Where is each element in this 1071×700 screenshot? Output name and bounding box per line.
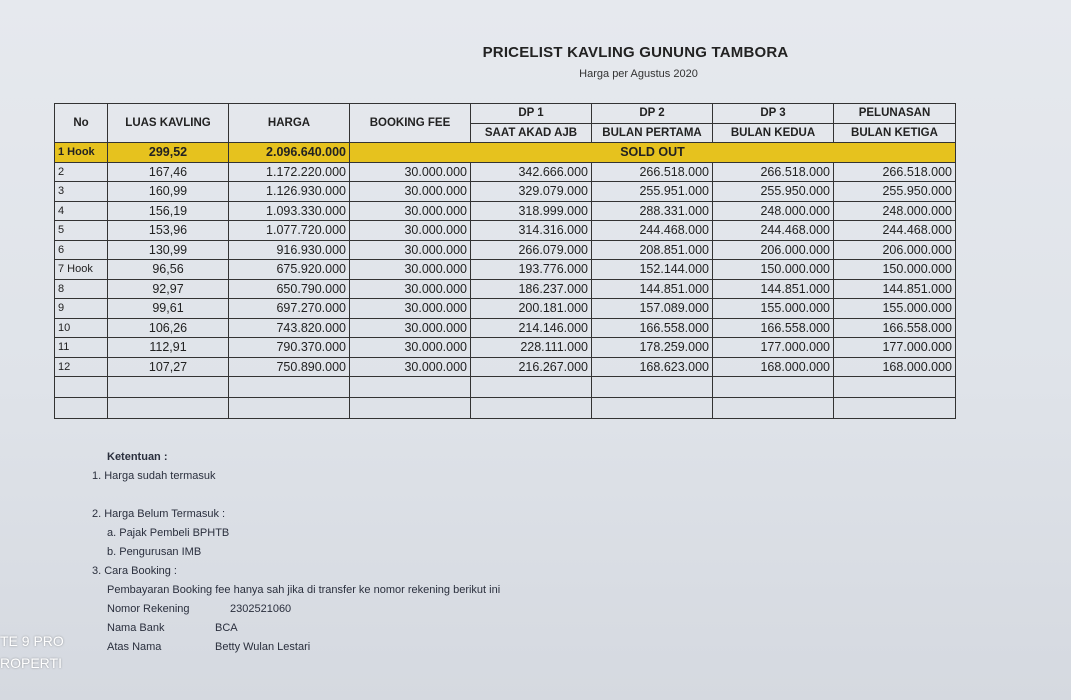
cell-booking: 30.000.000 (350, 299, 471, 319)
cell-no: 1 Hook (55, 143, 108, 163)
empty-cell (592, 398, 713, 419)
table-row (55, 279, 956, 299)
cell-harga: 743.820.000 (229, 318, 350, 338)
term-item-2b: b. Pengurusan IMB (107, 546, 202, 558)
cell-luas: 112,91 (108, 338, 229, 358)
header-luas: LUAS KAVLING (108, 104, 229, 143)
cell-pelunasan: 177.000.000 (834, 338, 956, 358)
cell-luas: 96,56 (108, 260, 229, 280)
cell-booking: 30.000.000 (350, 279, 471, 299)
cell-harga: 916.930.000 (229, 240, 350, 260)
cell-dp3: 150.000.000 (713, 260, 834, 280)
cell-booking: 30.000.000 (350, 338, 471, 358)
empty-cell (471, 398, 592, 419)
empty-cell (229, 377, 350, 398)
table-row (55, 201, 956, 221)
cell-luas: 160,99 (108, 182, 229, 202)
bank-name-label: Nama Bank (107, 622, 165, 634)
account-holder-label: Atas Nama (107, 641, 162, 653)
cell-dp3: 244.468.000 (713, 221, 834, 241)
cell-dp2: 168.623.000 (592, 357, 713, 377)
cell-dp3: 206.000.000 (713, 240, 834, 260)
cell-dp2: 244.468.000 (592, 221, 713, 241)
watermark-line-1: TE 9 PRO (0, 633, 64, 649)
cell-dp3: 144.851.000 (713, 279, 834, 299)
cell-luas: 99,61 (108, 299, 229, 319)
cell-harga: 1.077.720.000 (229, 221, 350, 241)
cell-dp1: 186.237.000 (471, 279, 592, 299)
cell-pelunasan: 155.000.000 (834, 299, 956, 319)
table-row (55, 357, 956, 377)
cell-harga: 750.890.000 (229, 357, 350, 377)
cell-harga: 675.920.000 (229, 260, 350, 280)
cell-harga: 650.790.000 (229, 279, 350, 299)
table-row (55, 318, 956, 338)
account-number-line (107, 600, 500, 619)
cell-booking: 30.000.000 (350, 240, 471, 260)
header-dp1-sub: SAAT AKAD AJB (471, 123, 592, 143)
cell-luas: 153,96 (108, 221, 229, 241)
cell-luas: 167,46 (108, 162, 229, 182)
cell-luas: 92,97 (108, 279, 229, 299)
empty-cell (229, 398, 350, 419)
cell-no: 2 (55, 162, 108, 182)
cell-pelunasan: 206.000.000 (834, 240, 956, 260)
cell-dp1: 216.267.000 (471, 357, 592, 377)
cell-dp3: 166.558.000 (713, 318, 834, 338)
empty-cell (713, 377, 834, 398)
term-item-3-text: Pembayaran Booking fee hanya sah jika di transfer ke nomor rekening berikut ini (107, 584, 501, 596)
term-item-2a: a. Pajak Pembeli BPHTB (107, 527, 230, 539)
cell-no: 12 (55, 357, 108, 377)
cell-dp2: 152.144.000 (592, 260, 713, 280)
cell-dp3: 155.000.000 (713, 299, 834, 319)
account-number-value: 2302521060 (230, 603, 292, 615)
sold-out-label: SOLD OUT (350, 143, 956, 163)
cell-dp1: 193.776.000 (471, 260, 592, 280)
header-pelunasan: PELUNASAN (834, 104, 956, 124)
header-booking: BOOKING FEE (350, 104, 471, 143)
table-row (55, 260, 956, 280)
cell-no: 7 Hook (55, 260, 108, 280)
camera-watermark (0, 630, 64, 674)
header-dp3: DP 3 (713, 104, 834, 124)
table-row (55, 299, 956, 319)
header-dp1: DP 1 (471, 104, 592, 124)
cell-no: 3 (55, 182, 108, 202)
cell-luas: 130,99 (108, 240, 229, 260)
cell-pelunasan: 244.468.000 (834, 221, 956, 241)
cell-pelunasan: 255.950.000 (834, 182, 956, 202)
terms-heading: Ketentuan : (107, 451, 168, 463)
cell-booking: 30.000.000 (350, 182, 471, 202)
cell-harga: 1.093.330.000 (229, 201, 350, 221)
cell-pelunasan: 168.000.000 (834, 357, 956, 377)
watermark-line-2: ROPERTI (0, 655, 62, 671)
account-holder-value: Betty Wulan Lestari (215, 641, 311, 653)
cell-booking: 30.000.000 (350, 221, 471, 241)
empty-cell (592, 377, 713, 398)
cell-dp2: 166.558.000 (592, 318, 713, 338)
empty-cell (55, 377, 108, 398)
empty-cell (834, 377, 956, 398)
header-no: No (55, 104, 108, 143)
cell-no: 8 (55, 279, 108, 299)
cell-booking: 30.000.000 (350, 162, 471, 182)
account-holder-line (107, 638, 500, 657)
empty-cell (108, 398, 229, 419)
cell-dp3: 255.950.000 (713, 182, 834, 202)
cell-harga: 1.126.930.000 (229, 182, 350, 202)
bank-name-value: BCA (215, 622, 238, 634)
table-row (55, 221, 956, 241)
cell-booking: 30.000.000 (350, 201, 471, 221)
cell-dp2: 266.518.000 (592, 162, 713, 182)
cell-dp1: 228.111.000 (471, 338, 592, 358)
empty-cell (350, 377, 471, 398)
cell-dp2: 157.089.000 (592, 299, 713, 319)
cell-dp1: 318.999.000 (471, 201, 592, 221)
cell-dp1: 200.181.000 (471, 299, 592, 319)
table-row (55, 240, 956, 260)
header-dp3-sub: BULAN KEDUA (713, 123, 834, 143)
cell-dp3: 248.000.000 (713, 201, 834, 221)
cell-dp2: 144.851.000 (592, 279, 713, 299)
empty-cell (350, 398, 471, 419)
cell-dp3: 266.518.000 (713, 162, 834, 182)
cell-booking: 30.000.000 (350, 318, 471, 338)
term-item-1: 1. Harga sudah termasuk (92, 470, 216, 482)
cell-dp2: 255.951.000 (592, 182, 713, 202)
cell-luas: 299,52 (108, 143, 229, 163)
cell-harga: 1.172.220.000 (229, 162, 350, 182)
cell-luas: 106,26 (108, 318, 229, 338)
header-pelunasan-sub: BULAN KETIGA (834, 123, 956, 143)
cell-no: 5 (55, 221, 108, 241)
term-item-2: 2. Harga Belum Termasuk : (92, 508, 226, 520)
cell-dp1: 214.146.000 (471, 318, 592, 338)
cell-dp1: 329.079.000 (471, 182, 592, 202)
cell-dp2: 178.259.000 (592, 338, 713, 358)
cell-dp1: 342.666.000 (471, 162, 592, 182)
cell-dp1: 266.079.000 (471, 240, 592, 260)
empty-row (55, 377, 956, 398)
cell-luas: 107,27 (108, 357, 229, 377)
cell-dp2: 288.331.000 (592, 201, 713, 221)
cell-harga: 2.096.640.000 (229, 143, 350, 163)
cell-dp2: 208.851.000 (592, 240, 713, 260)
empty-cell (55, 398, 108, 419)
document-title: PRICELIST KAVLING GUNUNG TAMBORA (482, 44, 789, 61)
terms-section (92, 448, 500, 657)
cell-no: 6 (55, 240, 108, 260)
table-row (55, 182, 956, 202)
table-row (55, 338, 956, 358)
bank-name-line (107, 619, 500, 638)
header-dp2: DP 2 (592, 104, 713, 124)
pricelist-table (54, 103, 956, 419)
header-harga: HARGA (229, 104, 350, 143)
cell-pelunasan: 266.518.000 (834, 162, 956, 182)
cell-dp3: 168.000.000 (713, 357, 834, 377)
empty-cell (834, 398, 956, 419)
account-number-label: Nomor Rekening (107, 603, 190, 615)
cell-pelunasan: 144.851.000 (834, 279, 956, 299)
cell-no: 4 (55, 201, 108, 221)
header-row (55, 104, 956, 124)
cell-booking: 30.000.000 (350, 260, 471, 280)
cell-harga: 697.270.000 (229, 299, 350, 319)
cell-harga: 790.370.000 (229, 338, 350, 358)
empty-row (55, 398, 956, 419)
cell-pelunasan: 150.000.000 (834, 260, 956, 280)
empty-cell (471, 377, 592, 398)
document-subtitle: Harga per Agustus 2020 (579, 68, 698, 80)
cell-no: 10 (55, 318, 108, 338)
empty-cell (108, 377, 229, 398)
cell-no: 9 (55, 299, 108, 319)
empty-cell (713, 398, 834, 419)
cell-pelunasan: 248.000.000 (834, 201, 956, 221)
cell-dp3: 177.000.000 (713, 338, 834, 358)
cell-luas: 156,19 (108, 201, 229, 221)
table-row (55, 162, 956, 182)
cell-pelunasan: 166.558.000 (834, 318, 956, 338)
cell-booking: 30.000.000 (350, 357, 471, 377)
term-item-3: 3. Cara Booking : (92, 565, 177, 577)
sold-row (55, 143, 956, 163)
cell-dp1: 314.316.000 (471, 221, 592, 241)
header-dp2-sub: BULAN PERTAMA (592, 123, 713, 143)
cell-no: 11 (55, 338, 108, 358)
